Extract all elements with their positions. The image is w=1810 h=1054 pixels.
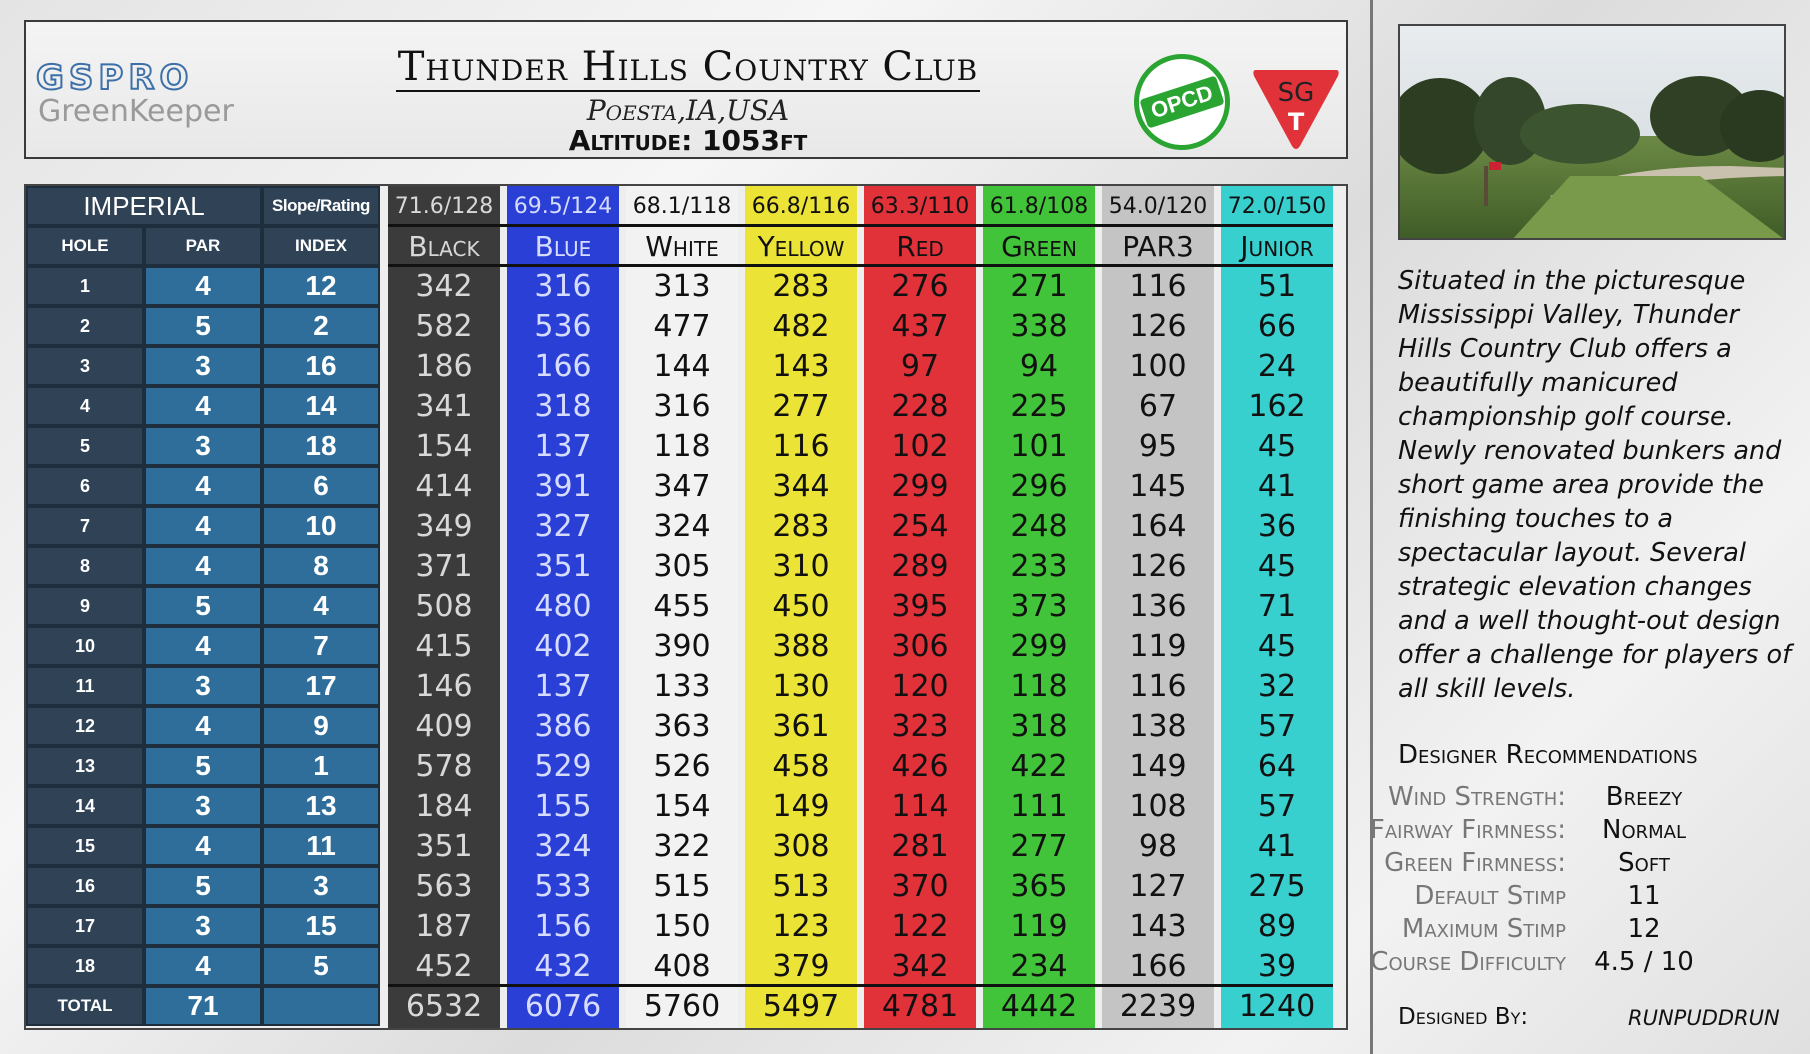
index-cell: 11 — [262, 826, 380, 866]
yardage-cell: 391 — [534, 468, 592, 504]
sgt-badge-icon — [1248, 62, 1344, 152]
tee-name: Green — [1001, 229, 1077, 263]
tee-name: PAR3 — [1122, 229, 1194, 263]
par-cell: 4 — [144, 946, 262, 986]
hole-cell: 18 — [26, 946, 144, 986]
tee-column-red — [864, 186, 976, 1028]
yardage-cell: 119 — [1129, 628, 1187, 664]
hole-cell: 2 — [26, 306, 144, 346]
hole-cell: 12 — [26, 706, 144, 746]
par-cell: 4 — [144, 826, 262, 866]
yardage-cell: 149 — [772, 788, 830, 824]
hole-cell: 9 — [26, 586, 144, 626]
yardage-cell: 318 — [534, 388, 592, 424]
yardage-cell: 341 — [415, 388, 473, 424]
recommendation-value: 11 — [1627, 881, 1661, 911]
yardage-cell: 513 — [772, 868, 830, 904]
hole-cell: 10 — [26, 626, 144, 666]
hole-cell: 6 — [26, 466, 144, 506]
yardage-cell: 318 — [1010, 708, 1068, 744]
yardage-cell: 281 — [891, 828, 949, 864]
yardage-cell: 225 — [1010, 388, 1068, 424]
yardage-cell: 138 — [1129, 708, 1187, 744]
recommendation-value: Soft — [1618, 848, 1670, 878]
par-cell: 4 — [144, 706, 262, 746]
yardage-cell: 306 — [891, 628, 949, 664]
yardage-cell: 379 — [772, 948, 830, 984]
yardage-cell: 122 — [891, 908, 949, 944]
sgt-badge-top: SG — [1277, 78, 1315, 108]
slope-rating-label: Slope/Rating — [262, 186, 380, 226]
yardage-cell: 137 — [534, 668, 592, 704]
yardage-cell: 316 — [653, 388, 711, 424]
yardage-cell: 351 — [534, 548, 592, 584]
tee-rating: 61.8/108 — [989, 193, 1089, 219]
par-cell: 4 — [144, 386, 262, 426]
yardage-cell: 289 — [891, 548, 949, 584]
panel-divider — [1370, 0, 1373, 1054]
yardage-cell: 116 — [1129, 668, 1187, 704]
yardage-cell: 248 — [1010, 508, 1068, 544]
yardage-cell: 363 — [653, 708, 711, 744]
yardage-cell: 371 — [415, 548, 473, 584]
index-cell: 14 — [262, 386, 380, 426]
yardage-cell: 437 — [891, 308, 949, 344]
yardage-cell: 414 — [415, 468, 473, 504]
yardage-cell: 39 — [1257, 948, 1297, 984]
recommendation-value: Breezy — [1605, 782, 1683, 812]
yardage-cell: 108 — [1129, 788, 1187, 824]
tee-total: 1240 — [1238, 988, 1316, 1024]
yardage-cell: 45 — [1257, 628, 1297, 664]
yardage-cell: 342 — [891, 948, 949, 984]
par-cell: 4 — [144, 466, 262, 506]
yardage-cell: 154 — [653, 788, 711, 824]
tee-column-blue — [507, 186, 619, 1028]
tee-name: Blue — [534, 229, 592, 263]
yardage-cell: 143 — [1129, 908, 1187, 944]
yardage-cell: 119 — [1010, 908, 1068, 944]
recommendation-label: Maximum Stimp — [1401, 914, 1566, 944]
yardage-cell: 422 — [1010, 748, 1068, 784]
tee-column-green — [983, 186, 1095, 1028]
yardage-cell: 322 — [653, 828, 711, 864]
yardage-cell: 234 — [1010, 948, 1068, 984]
yardage-cell: 130 — [772, 668, 830, 704]
recommendation-label: Green Firmness: — [1384, 848, 1566, 878]
yardage-cell: 415 — [415, 628, 473, 664]
yardage-cell: 409 — [415, 708, 473, 744]
yardage-cell: 162 — [1248, 388, 1306, 424]
yardage-cell: 480 — [534, 588, 592, 624]
yardage-cell: 254 — [891, 508, 949, 544]
hole-cell: 17 — [26, 906, 144, 946]
index-cell: 17 — [262, 666, 380, 706]
yardage-cell: 324 — [653, 508, 711, 544]
yardage-cell: 351 — [415, 828, 473, 864]
recommendation-row — [1384, 848, 1798, 881]
par-cell: 3 — [144, 426, 262, 466]
yardage-cell: 432 — [534, 948, 592, 984]
course-title: Thunder Hills Country Club — [397, 44, 979, 90]
yardage-cell: 36 — [1257, 508, 1297, 544]
tee-rating: 72.0/150 — [1227, 193, 1327, 219]
yardage-cell: 94 — [1019, 348, 1059, 384]
yardage-cell: 228 — [891, 388, 949, 424]
total-index-empty — [262, 986, 380, 1026]
yardage-cell: 57 — [1257, 788, 1297, 824]
tee-name: Junior — [1240, 229, 1314, 263]
tee-name: Yellow — [757, 229, 845, 263]
tee-total: 5760 — [643, 988, 721, 1024]
yardage-cell: 458 — [772, 748, 830, 784]
yardage-cell: 515 — [653, 868, 711, 904]
yardage-cell: 327 — [534, 508, 592, 544]
table-rule — [388, 224, 1333, 227]
hole-cell: 4 — [26, 386, 144, 426]
yardage-cell: 127 — [1129, 868, 1187, 904]
course-description: Situated in the picturesque Mississippi Valley, Thunder Hills Country Club offers a beautifully manicured championship golf course. Newly renovated bunkers and short game area provide the finishing touches to a spectacular layout. Several strategic elevation changes and a well thought-out design offer a challenge for players of all skill levels. — [1398, 266, 1792, 704]
yardage-cell: 123 — [772, 908, 830, 944]
yardage-cell: 365 — [1010, 868, 1068, 904]
par-cell: 5 — [144, 586, 262, 626]
yardage-cell: 24 — [1257, 348, 1297, 384]
yardage-cell: 57 — [1257, 708, 1297, 744]
yardage-cell: 51 — [1257, 268, 1297, 304]
yardage-cell: 64 — [1257, 748, 1297, 784]
yardage-cell: 143 — [772, 348, 830, 384]
yardage-cell: 118 — [653, 428, 711, 464]
scorecard-table — [24, 184, 1348, 1030]
header-panel — [24, 20, 1348, 159]
par-cell: 4 — [144, 626, 262, 666]
gspro-logo: GSPRO — [36, 58, 194, 98]
yardage-cell: 276 — [891, 268, 949, 304]
par-cell: 5 — [144, 306, 262, 346]
tee-rating: 71.6/128 — [394, 193, 494, 219]
yardage-cell: 71 — [1257, 588, 1297, 624]
par-cell: 3 — [144, 346, 262, 386]
column-header-hole: HOLE — [26, 226, 144, 266]
yardage-cell: 452 — [415, 948, 473, 984]
yardage-cell: 324 — [534, 828, 592, 864]
yardage-cell: 310 — [772, 548, 830, 584]
yardage-cell: 101 — [1010, 428, 1068, 464]
yardage-cell: 164 — [1129, 508, 1187, 544]
yardage-cell: 373 — [1010, 588, 1068, 624]
recommendation-row — [1398, 914, 1798, 947]
yardage-cell: 361 — [772, 708, 830, 744]
index-cell: 1 — [262, 746, 380, 786]
yardage-cell: 349 — [415, 508, 473, 544]
index-cell: 10 — [262, 506, 380, 546]
recommendation-label: Default Stimp — [1414, 881, 1566, 911]
yardage-cell: 482 — [772, 308, 830, 344]
index-cell: 9 — [262, 706, 380, 746]
index-cell: 15 — [262, 906, 380, 946]
recommendation-label: Wind Strength: — [1387, 782, 1566, 812]
yardage-cell: 95 — [1138, 428, 1178, 464]
yardage-cell: 408 — [653, 948, 711, 984]
recommendation-row — [1387, 782, 1798, 815]
yardage-cell: 114 — [891, 788, 949, 824]
yardage-cell: 526 — [653, 748, 711, 784]
yardage-cell: 536 — [534, 308, 592, 344]
hole-cell: 8 — [26, 546, 144, 586]
tee-name: Red — [896, 229, 944, 263]
yardage-cell: 299 — [891, 468, 949, 504]
yardage-cell: 116 — [772, 428, 830, 464]
designer-label: Designed By: — [1398, 1004, 1529, 1030]
index-cell: 2 — [262, 306, 380, 346]
yardage-cell: 386 — [534, 708, 592, 744]
yardage-cell: 184 — [415, 788, 473, 824]
total-label: TOTAL — [26, 986, 144, 1026]
yardage-cell: 283 — [772, 508, 830, 544]
tee-total: 4442 — [1000, 988, 1078, 1024]
yardage-cell: 283 — [772, 268, 830, 304]
yardage-cell: 41 — [1257, 828, 1297, 864]
yardage-cell: 308 — [772, 828, 830, 864]
hole-cell: 14 — [26, 786, 144, 826]
sgt-badge-bottom: T — [1287, 108, 1305, 136]
yardage-cell: 275 — [1248, 868, 1306, 904]
yardage-cell: 344 — [772, 468, 830, 504]
yardage-cell: 144 — [653, 348, 711, 384]
yardage-cell: 116 — [1129, 268, 1187, 304]
yardage-cell: 154 — [415, 428, 473, 464]
tee-column-white — [626, 186, 738, 1028]
yardage-cell: 402 — [534, 628, 592, 664]
tee-total: 2239 — [1119, 988, 1197, 1024]
hole-cell: 16 — [26, 866, 144, 906]
recommendations-title: Designer Recommendations — [1398, 740, 1698, 770]
tee-rating: 66.8/116 — [751, 193, 851, 219]
yardage-cell: 45 — [1257, 548, 1297, 584]
yardage-cell: 578 — [415, 748, 473, 784]
yardage-cell: 426 — [891, 748, 949, 784]
index-cell: 6 — [262, 466, 380, 506]
index-cell: 18 — [262, 426, 380, 466]
yardage-cell: 156 — [534, 908, 592, 944]
yardage-cell: 533 — [534, 868, 592, 904]
yardage-cell: 277 — [1010, 828, 1068, 864]
yardage-cell: 316 — [534, 268, 592, 304]
index-cell: 16 — [262, 346, 380, 386]
yardage-cell: 305 — [653, 548, 711, 584]
yardage-cell: 582 — [415, 308, 473, 344]
index-cell: 3 — [262, 866, 380, 906]
hole-cell: 11 — [26, 666, 144, 706]
tee-name: Black — [408, 229, 480, 263]
yardage-cell: 388 — [772, 628, 830, 664]
yardage-cell: 563 — [415, 868, 473, 904]
yardage-cell: 233 — [1010, 548, 1068, 584]
yardage-cell: 100 — [1129, 348, 1187, 384]
yardage-cell: 155 — [534, 788, 592, 824]
yardage-cell: 342 — [415, 268, 473, 304]
par-cell: 3 — [144, 666, 262, 706]
yardage-cell: 395 — [891, 588, 949, 624]
tee-total: 6076 — [524, 988, 602, 1024]
tee-rating: 63.3/110 — [870, 193, 970, 219]
index-cell: 4 — [262, 586, 380, 626]
par-cell: 5 — [144, 866, 262, 906]
recommendation-row — [1370, 947, 1798, 980]
tee-total: 4781 — [881, 988, 959, 1024]
yardage-cell: 277 — [772, 388, 830, 424]
designer-name: RUNPUDDRUN — [1628, 1006, 1780, 1030]
hole-cell: 7 — [26, 506, 144, 546]
hole-cell: 1 — [26, 266, 144, 306]
yardage-cell: 508 — [415, 588, 473, 624]
yardage-cell: 41 — [1257, 468, 1297, 504]
yardage-cell: 296 — [1010, 468, 1068, 504]
tee-column-par3 — [1102, 186, 1214, 1028]
yardage-cell: 529 — [534, 748, 592, 784]
tee-column-yellow — [745, 186, 857, 1028]
par-cell: 3 — [144, 786, 262, 826]
recommendation-row — [1398, 881, 1798, 914]
yardage-cell: 126 — [1129, 308, 1187, 344]
yardage-cell: 450 — [772, 588, 830, 624]
yardage-cell: 98 — [1138, 828, 1178, 864]
hole-cell: 13 — [26, 746, 144, 786]
yardage-cell: 32 — [1257, 668, 1297, 704]
yardage-cell: 111 — [1010, 788, 1068, 824]
yardage-cell: 323 — [891, 708, 949, 744]
tee-rating: 69.5/124 — [513, 193, 613, 219]
yardage-cell: 166 — [1129, 948, 1187, 984]
yardage-cell: 347 — [653, 468, 711, 504]
imperial-label: IMPERIAL — [26, 186, 262, 226]
yardage-cell: 67 — [1138, 388, 1178, 424]
course-location: Poesta,IA,USA — [586, 94, 790, 127]
yardage-cell: 126 — [1129, 548, 1187, 584]
par-cell: 5 — [144, 746, 262, 786]
yardage-cell: 150 — [653, 908, 711, 944]
tee-rating: 54.0/120 — [1108, 193, 1208, 219]
recommendation-value: 12 — [1627, 914, 1661, 944]
yardage-cell: 120 — [891, 668, 949, 704]
total-par: 71 — [144, 986, 262, 1026]
yardage-cell: 166 — [534, 348, 592, 384]
yardage-cell: 146 — [415, 668, 473, 704]
par-cell: 3 — [144, 906, 262, 946]
index-cell: 8 — [262, 546, 380, 586]
tee-rating: 68.1/118 — [632, 193, 732, 219]
tee-total: 6532 — [405, 988, 483, 1024]
yardage-cell: 390 — [653, 628, 711, 664]
recommendation-label: Course Difficulty — [1370, 947, 1566, 977]
table-rule — [388, 264, 1333, 267]
tee-total: 5497 — [762, 988, 840, 1024]
recommendation-label: Fairway Firmness: — [1369, 815, 1566, 845]
yardage-cell: 136 — [1129, 588, 1187, 624]
yardage-cell: 313 — [653, 268, 711, 304]
table-rule — [388, 984, 1333, 987]
index-cell: 5 — [262, 946, 380, 986]
par-cell: 4 — [144, 546, 262, 586]
yardage-cell: 149 — [1129, 748, 1187, 784]
par-cell: 4 — [144, 266, 262, 306]
recommendation-value: 4.5 / 10 — [1594, 947, 1694, 977]
hole-cell: 15 — [26, 826, 144, 866]
yardage-cell: 66 — [1257, 308, 1297, 344]
yardage-cell: 186 — [415, 348, 473, 384]
opcd-badge-text: OPCD — [1140, 75, 1225, 128]
hole-cell: 3 — [26, 346, 144, 386]
index-cell: 7 — [262, 626, 380, 666]
yardage-cell: 137 — [534, 428, 592, 464]
yardage-cell: 118 — [1010, 668, 1068, 704]
yardage-cell: 477 — [653, 308, 711, 344]
tee-column-junior — [1221, 186, 1333, 1028]
yardage-cell: 89 — [1257, 908, 1297, 944]
yardage-cell: 102 — [891, 428, 949, 464]
recommendation-value: Normal — [1602, 815, 1686, 845]
yardage-cell: 187 — [415, 908, 473, 944]
yardage-cell: 338 — [1010, 308, 1068, 344]
greenkeeper-logo: GreenKeeper — [38, 94, 234, 129]
tee-name: White — [645, 229, 719, 263]
yardage-cell: 45 — [1257, 428, 1297, 464]
yardage-cell: 455 — [653, 588, 711, 624]
column-header-index: INDEX — [262, 226, 380, 266]
course-altitude: Altitude: 1053ft — [568, 124, 808, 157]
hole-cell: 5 — [26, 426, 144, 466]
yardage-cell: 145 — [1129, 468, 1187, 504]
yardage-cell: 97 — [900, 348, 940, 384]
yardage-cell: 370 — [891, 868, 949, 904]
course-photo — [1398, 24, 1786, 240]
column-header-par: PAR — [144, 226, 262, 266]
recommendation-row — [1369, 815, 1798, 848]
index-cell: 13 — [262, 786, 380, 826]
index-cell: 12 — [262, 266, 380, 306]
yardage-cell: 133 — [653, 668, 711, 704]
yardage-cell: 271 — [1010, 268, 1068, 304]
tee-column-black — [388, 186, 500, 1028]
par-cell: 4 — [144, 506, 262, 546]
yardage-cell: 299 — [1010, 628, 1068, 664]
